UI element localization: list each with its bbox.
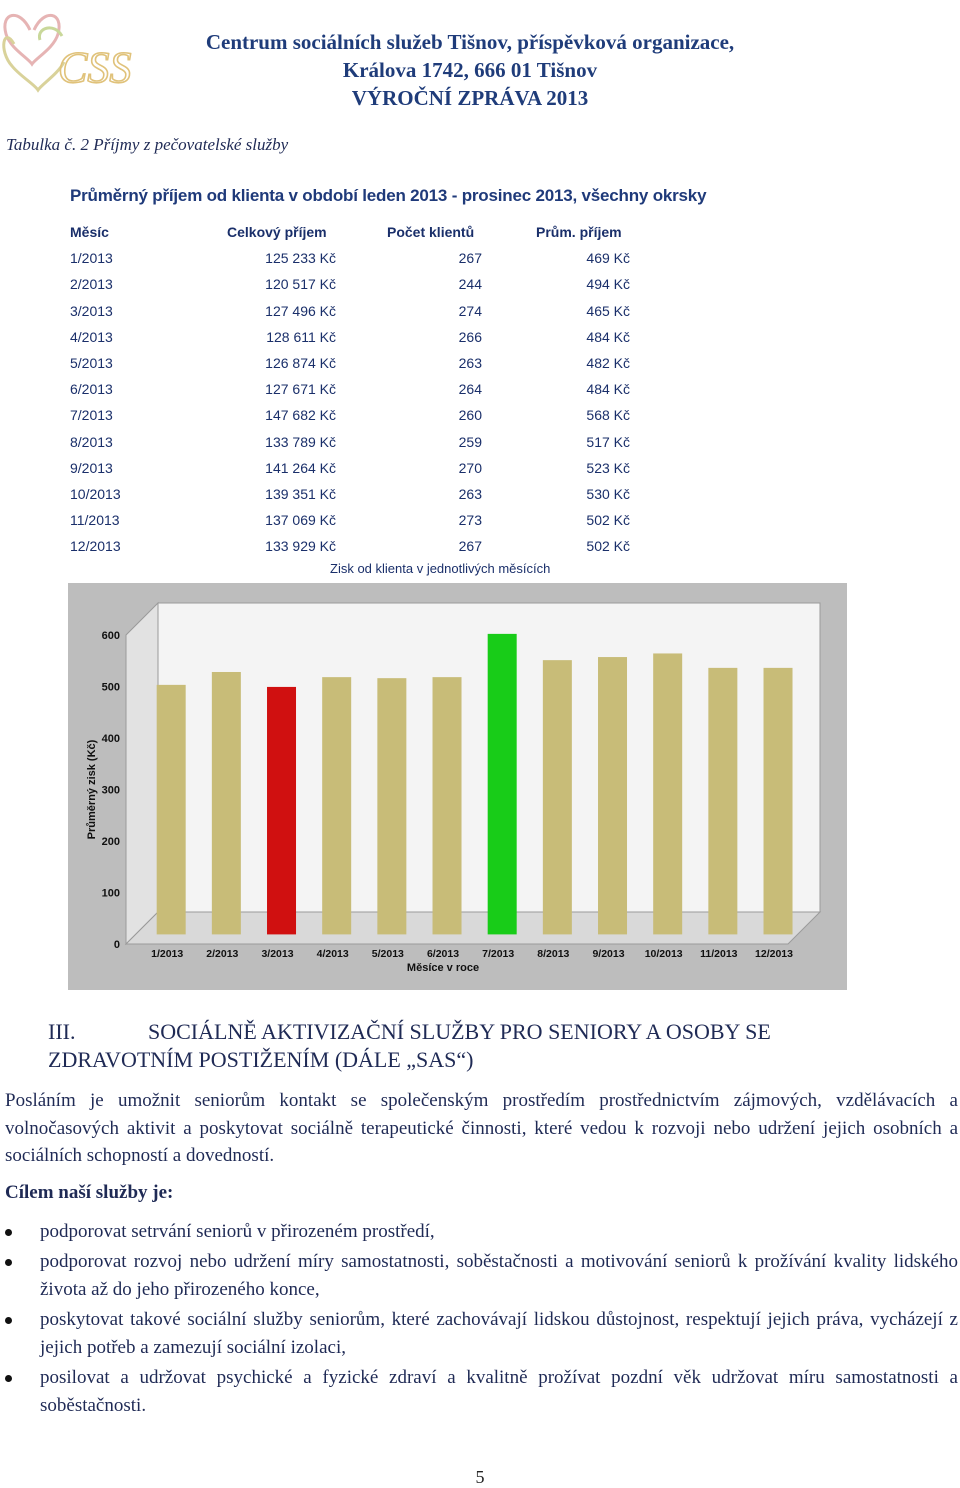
- list-item: [5, 1306, 958, 1362]
- goals-list: [5, 1218, 958, 1422]
- table-cell: 6/2013: [70, 381, 113, 398]
- x-tick-label: 10/2013: [644, 948, 683, 960]
- table-cell: 10/2013: [70, 485, 121, 502]
- bullet-icon: [5, 1317, 12, 1324]
- x-tick-label: 7/2013: [482, 948, 515, 960]
- bullet-icon: [5, 1259, 12, 1266]
- column-header: Celkový příjem: [227, 224, 327, 240]
- section-heading: [48, 1018, 771, 1074]
- table-cell: 266: [458, 328, 482, 345]
- heart-logo-icon: [0, 0, 135, 98]
- x-tick-label: 4/2013: [316, 948, 349, 960]
- table-cell: 273: [458, 512, 482, 529]
- table-cell: 133 929 Kč: [265, 538, 336, 555]
- table-cell: 270: [458, 459, 482, 476]
- header-address: Králova 1742, 666 01 Tišnov: [342, 58, 598, 82]
- bar: [708, 668, 737, 935]
- table-cell: 465 Kč: [586, 302, 630, 319]
- table-cell: 9/2013: [70, 459, 113, 476]
- table-cell: 267: [458, 538, 482, 555]
- bar: [377, 678, 406, 934]
- table-cell: 139 351 Kč: [265, 485, 336, 502]
- x-tick-label: 3/2013: [261, 948, 294, 960]
- table-cell: 494 Kč: [586, 276, 630, 293]
- x-axis-label: Měsíce v roce: [406, 962, 480, 974]
- table-cell: 128 611 Kč: [266, 328, 336, 345]
- table-cell: 259: [458, 433, 482, 450]
- x-tick-label: 9/2013: [592, 948, 625, 960]
- mission-paragraph: Posláním je umožnit seniorům kontakt se společenským prostředím prostřednictvím zájmových, vzdělávacích a volnočasových aktivit a poskytovat sociálně terapeutické činnosti, které vedou k rozvoji nebo udržení jejich osobních a sociálních schopností a dovedností.: [5, 1090, 958, 1166]
- table-cell: 2/2013: [70, 276, 113, 293]
- table-cell: 5/2013: [70, 354, 113, 371]
- table-cell: 125 233 Kč: [265, 250, 336, 267]
- section-title-line1: SOCIÁLNĚ AKTIVIZAČNÍ SLUŽBY PRO SENIORY A OSOBY SE: [148, 1019, 771, 1044]
- column-header: Měsíc: [70, 224, 109, 240]
- y-tick-label: 200: [101, 836, 120, 848]
- svg-text:CSS: CSS: [58, 43, 132, 92]
- table-cell: 267: [458, 250, 482, 267]
- table-cell: 502 Kč: [586, 538, 630, 555]
- table-cell: 11/2013: [70, 512, 120, 529]
- list-item-text: podporovat setrvání seniorů v přirozeném prostředí,: [40, 1221, 435, 1242]
- table-cell: 137 069 Kč: [265, 512, 336, 529]
- table-cell: 244: [458, 276, 482, 293]
- table-cell: 263: [458, 354, 482, 371]
- y-tick-label: 600: [101, 630, 120, 642]
- table-cell: 12/2013: [70, 538, 121, 555]
- y-tick-label: 0: [113, 939, 120, 951]
- bar: [212, 672, 241, 934]
- table-cell: 482 Kč: [586, 354, 630, 371]
- y-axis-label: Průměrný zisk (Kč): [86, 739, 98, 840]
- y-tick-label: 400: [101, 733, 120, 745]
- bar: [653, 653, 682, 934]
- table-cell: 141 264 Kč: [265, 459, 336, 476]
- table-cell: 568 Kč: [586, 407, 630, 424]
- list-item: [5, 1248, 958, 1304]
- table-caption: Tabulka č. 2 Příjmy z pečovatelské služby: [6, 135, 289, 154]
- list-item-text: posilovat a udržovat psychické a fyzické zdraví a kvalitně prožívat pozdní věk udržovat míru samostatnosti a soběstačnosti.: [40, 1367, 958, 1416]
- y-tick-label: 300: [101, 784, 120, 797]
- x-tick-label: 6/2013: [426, 948, 460, 960]
- table-cell: 127 496 Kč: [265, 302, 336, 319]
- chart-caption: Zisk od klienta v jednotlivých měsících: [330, 561, 551, 576]
- table-cell: 7/2013: [70, 407, 113, 424]
- bar: [157, 685, 186, 935]
- section-title-line2: ZDRAVOTNÍM POSTIŽENÍM (DÁLE „SAS“): [48, 1047, 474, 1072]
- table-cell: 484 Kč: [586, 381, 630, 398]
- x-tick-label: 12/2013: [755, 948, 794, 960]
- column-header: Počet klientů: [387, 224, 475, 240]
- table-cell: 126 874 Kč: [265, 354, 336, 371]
- table-cell: 127 671 Kč: [265, 381, 336, 398]
- table-cell: 517 Kč: [586, 433, 630, 450]
- bullet-icon: [5, 1229, 12, 1236]
- table-cell: 263: [458, 485, 482, 502]
- x-tick-label: 5/2013: [371, 948, 404, 960]
- bar: [764, 668, 793, 935]
- x-tick-label: 1/2013: [151, 948, 184, 960]
- header-org-name: Centrum sociálních služeb Tišnov, příspěvková organizace,: [205, 30, 735, 54]
- list-item-text: podporovat rozvoj nebo udržení míry samostatnosti, soběstačnosti a motivování seniorů k prožívání kvality lidského života až do jeho přirozeného konce,: [40, 1251, 958, 1300]
- bar-chart: [68, 583, 847, 990]
- table-cell: 264: [458, 381, 482, 398]
- table-cell: 502 Kč: [586, 512, 630, 529]
- chart-side-wall: [126, 603, 158, 944]
- y-tick-label: 100: [101, 887, 120, 900]
- x-tick-label: 8/2013: [537, 948, 570, 960]
- table-cell: 133 789 Kč: [265, 433, 336, 450]
- page-number: 5: [475, 1467, 485, 1487]
- table-cell: 274: [458, 302, 482, 319]
- list-item-text: poskytovat takové sociální služby seniorům, které zachovávají lidskou důstojnost, respektují jejich práva, vycházejí z jejich potřeb a zamezují sociální izolaci,: [40, 1309, 958, 1358]
- list-item: [5, 1364, 958, 1420]
- table-cell: 530 Kč: [586, 485, 630, 502]
- table-cell: 1/2013: [70, 250, 113, 267]
- bar: [267, 687, 296, 934]
- table-cell: 8/2013: [70, 433, 113, 450]
- bar: [543, 660, 572, 934]
- goals-heading: Cílem naší služby je:: [5, 1182, 174, 1203]
- y-tick-label: 500: [101, 681, 120, 694]
- table-cell: 484 Kč: [586, 328, 630, 345]
- table-cell: 147 682 Kč: [265, 407, 336, 424]
- section-number: III.: [48, 1019, 76, 1044]
- table-cell: 469 Kč: [586, 250, 630, 267]
- x-tick-label: 11/2013: [700, 948, 738, 960]
- x-tick-label: 2/2013: [206, 948, 239, 960]
- table-cell: 260: [458, 407, 482, 424]
- header-report-title: VÝROČNÍ ZPRÁVA 2013: [351, 86, 589, 110]
- bar: [433, 677, 462, 934]
- list-item: [5, 1218, 958, 1246]
- column-header: Prům. příjem: [536, 224, 622, 240]
- table-cell: 523 Kč: [586, 459, 630, 476]
- table-title: Průměrný příjem od klienta v období leden 2013 - prosinec 2013, všechny okrsky: [70, 186, 707, 205]
- table-cell: 3/2013: [70, 302, 113, 319]
- bar: [488, 634, 517, 935]
- table-cell: 4/2013: [70, 328, 113, 345]
- bullet-icon: [5, 1375, 12, 1382]
- bar: [598, 657, 627, 934]
- bar: [322, 677, 351, 934]
- table-cell: 120 517 Kč: [265, 276, 336, 293]
